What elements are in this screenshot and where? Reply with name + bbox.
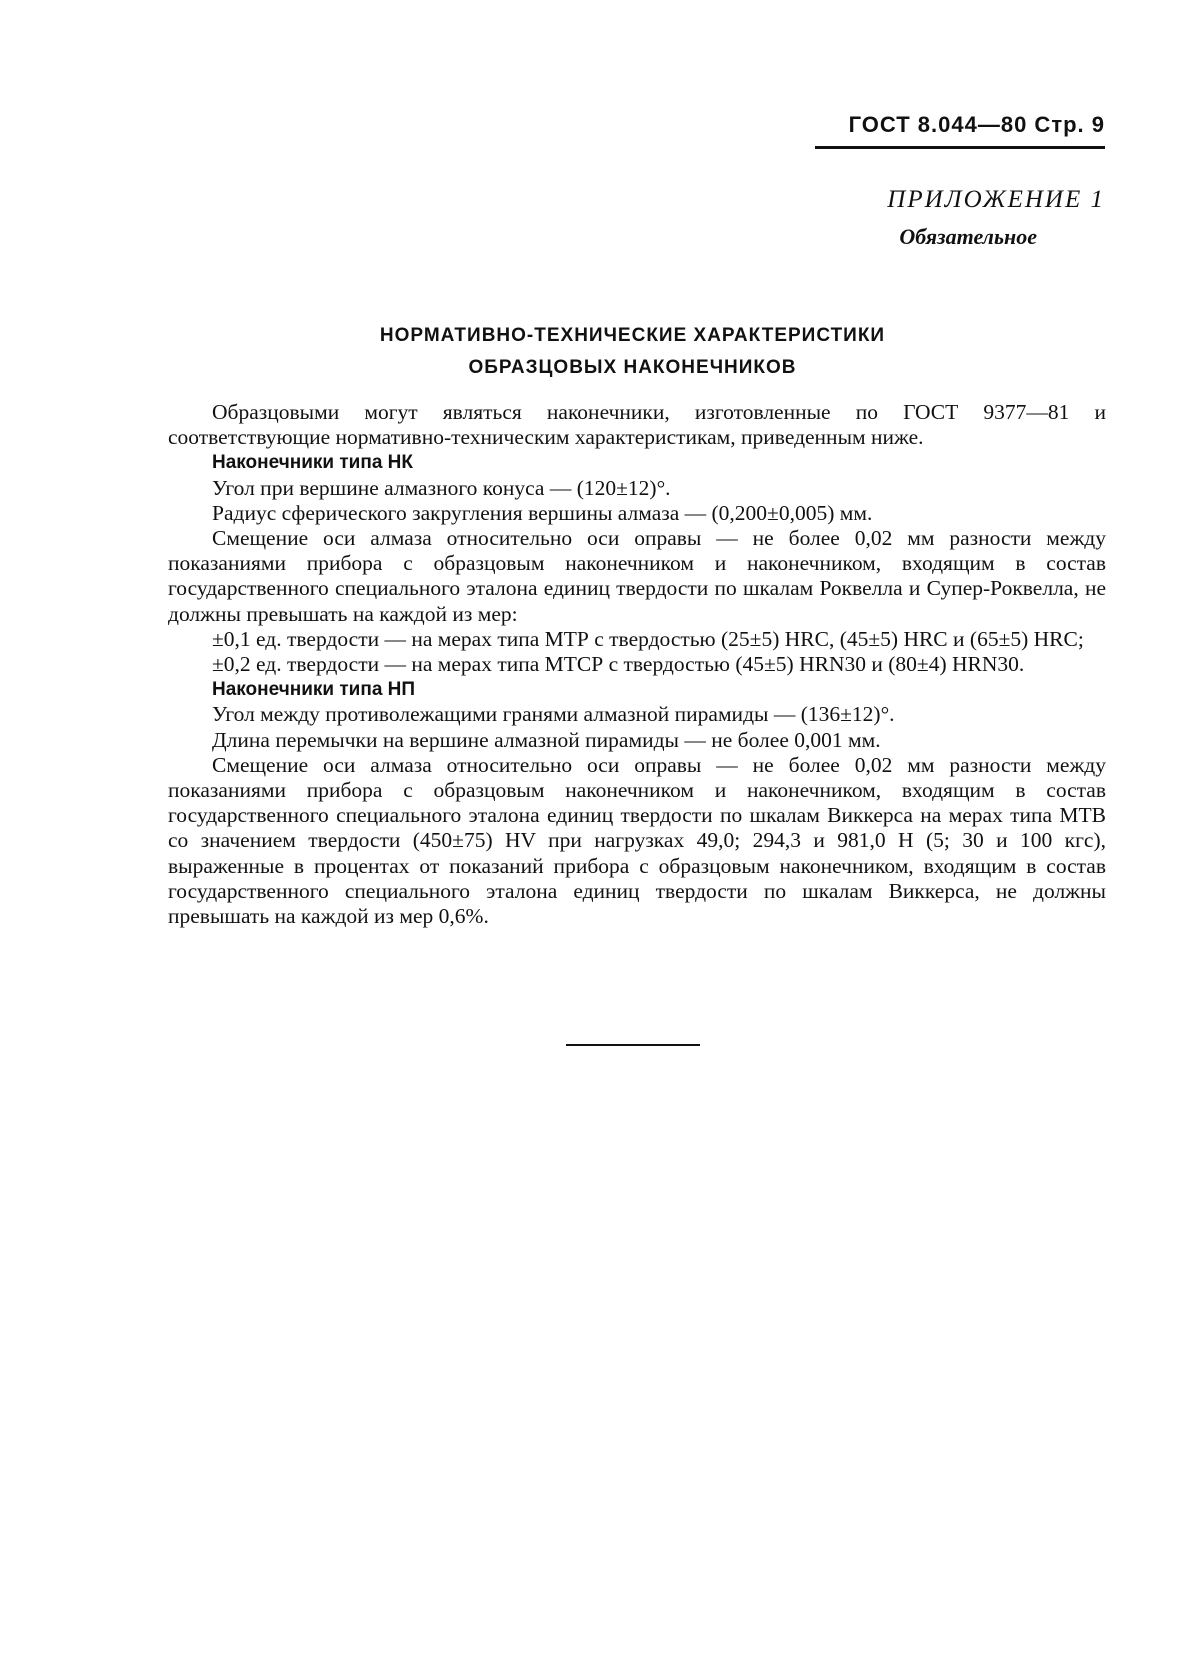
np-offset-paragraph: Смещение оси алмаза относительно оси оправы — не более 0,02 мм разности между показаниями прибора с образцовым наконечником и наконечником, входящим в состав государственного специального эталона единиц твердости по шкалам Виккерса на мерах типа МТВ со значением твердости (450±75) HV при нагрузках 49,0; 294,3 и 981,0 Н (5; 30 и 100 кгс), выраженные в процентах от показаний прибора с образцовым наконечником, входящим в состав государственного специального эталона единиц твердости по шкалам Виккерса, не должны превышать на каждой из мер 0,6%. (168, 752, 1106, 929)
document-title (160, 320, 1105, 384)
np-bridge-paragraph: Длина перемычки на вершине алмазной пирамиды — не более 0,001 мм. (212, 727, 881, 752)
nk-heading: Наконечники типа НК (212, 452, 414, 474)
appendix-note: Обязательное (899, 224, 1037, 249)
title-line-2: ОБРАЗЦОВЫХ НАКОНЕЧНИКОВ (468, 357, 797, 378)
page-header (805, 112, 1105, 138)
nk-offset-paragraph: Смещение оси алмаза относительно оси оправы — не более 0,02 мм разности между показаниями прибора с образцовым наконечником и наконечником, входящим в состав государственного специального эталона единиц твердости по шкалам Роквелла и Супер-Роквелла, не должны превышать на каждой из мер: (168, 526, 1106, 626)
np-heading: Наконечники типа НП (212, 679, 416, 701)
end-rule (566, 1044, 700, 1046)
header-rule (815, 146, 1105, 149)
nk-mtr-paragraph: ±0,1 ед. твердости — на мерах типа МТР с твердостью (25±5) HRC, (45±5) HRC и (65±5) HRC; (212, 626, 1084, 651)
title-line-1: НОРМАТИВНО-ТЕХНИЧЕСКИЕ ХАРАКТЕРИСТИКИ (379, 325, 886, 346)
np-angle-paragraph: Угол между противолежащими гранями алмазной пирамиды — (136±12)°. (212, 702, 895, 727)
appendix-title: ПРИЛОЖЕНИЕ 1 (887, 186, 1105, 213)
nk-mtsr-paragraph: ±0,2 ед. твердости — на мерах типа МТСР с твердостью (45±5) HRN30 и (80±4) HRN30. (212, 652, 1025, 677)
document-body (168, 400, 1106, 929)
nk-radius-paragraph: Радиус сферического закругления вершины алмаза — (0,200±0,005) мм. (212, 500, 873, 525)
intro-paragraph: Образцовыми могут являться наконечники, изготовленные по ГОСТ 9377—81 и соответствующие нормативно-техническим характеристикам, приведенным ниже. (168, 400, 1106, 450)
nk-angle-paragraph: Угол при вершине алмазного конуса — (120±12)°. (212, 475, 671, 500)
standard-page-number: ГОСТ 8.044—80 Стр. 9 (848, 112, 1105, 137)
